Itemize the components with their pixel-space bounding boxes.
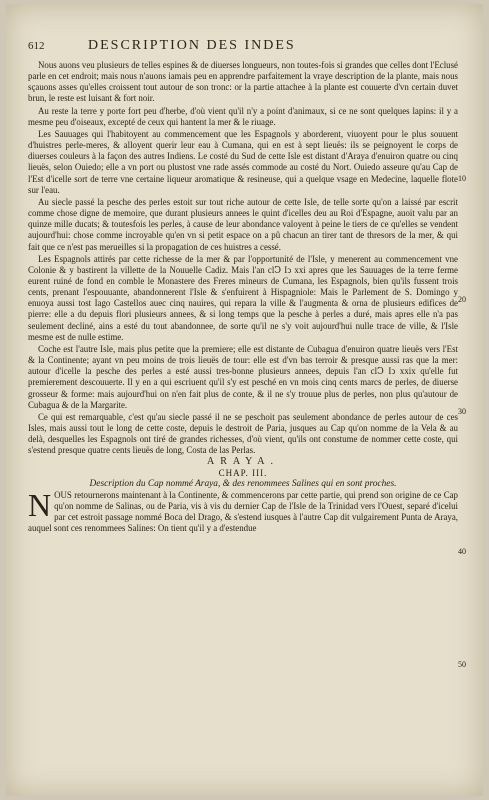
page-number: 612 xyxy=(28,40,45,52)
opening-paragraph xyxy=(28,486,458,535)
paragraph: Nous auons veu plusieurs de telles espines & de diuerses longueurs, non toutes-fois si grandes que celles dont l'Eclusé parle en cet endroit; mais nous n'auons iamais peu en apprendre parfaitement la vraye description de la plante, mais nous sçauons asses qu'elles croissent tout autour de son tronc: or la partie attachee à la plante est couuerte d'vn certain duvet brun, le reste est luisant & fort noir. xyxy=(28,60,458,104)
paragraph: Les Sauuages qui l'habitoyent au commencement que les Espagnols y aborderent, viuoyent pour le plus souuent d'huistres perle-meres, & alloyent querir leur eau à Cumana, qui en est à sept lieuës: ils se peignoyent le corps de diuerses couleurs à la façon des autres Indiens. Le costé du Sud de cette Isle est distant d'Araya d'enuiron quatre ou cinq lieuës, selon Ouiedo; elle a vn port ou plustost vne rade assés commode au costé du Nort. Ouiedo asseure qu'au Cap de l'Est d'icelle sort de terre vne certaine liqueur aromatique & resineuse, qui a quelque vsage en Medecine, laquelle flote sur l'eau. xyxy=(28,128,458,195)
paragraph: Les Espagnols attirés par cette richesse de la mer & par l'opportunité de l'Isle, y menerent au commencement vne Colonie & y bastirent la villette de la Nouuelle Cadiz. Mais l'an clↃ Iↄ xxi apres que les Sauuages de la terre ferme eurent ruiné de fond en comble le Monastere des Freres mineurs de Cumana, les Espagnols, bien qu'ils fussent trois cents, prenant l'espouuante, abandonnerent l'Isle & s'enfuirent à Hispagniole: Mais le Parlement de S. Domingo y enuoya aussi tost Iago Castellos auec cinq nauires, qui repara la ville & l'augmenta & orna de plusieurs edifices de pierre: elle a du depuis flori plusieurs annees, & si long temps que la pesche à perles a duré, mais apres elle n'a pas seulement decliné, ains a esté du tout abandonnee, de sorte qu'il ne s'y voit aujourd'hui nulle trace de ville, & l'Isle mesme est de nulle estime. xyxy=(28,253,458,342)
margin-line-number: 50 xyxy=(458,660,466,669)
page-header xyxy=(28,40,468,56)
margin-line-number: 40 xyxy=(458,547,466,556)
chapter-subtitle: Description du Cap nommé Araya, & des renommees Salines qui en sont proches. xyxy=(89,478,397,489)
paragraph: Coche est l'autre Isle, mais plus petite que la premiere; elle est distante de Cubagua d'enuiron quatre lieuës vers l'Est & la Continente; ayant vn peu moins de trois lieuës de tour: elle est d'vn bas terroir & presque aussi ras que la mer: autour d'icelle la pesche des perles a esté aussi tres-bonne plusieurs annees, depuis l'an clↃ Iↄ xxix qu'elle fut premierement descouuerte. Il y en a qui escriuent qu'il s'y est pesché en vn mois cinq cents marcs de perles, de diuerse grosseur & forme: mais aujourd'hui on n'en fait plus de conte, & il ne s'y trouue plus de perles, non plus qu'autour de Cubagua & de la Margarite. xyxy=(28,343,458,410)
drop-cap: N xyxy=(28,486,52,523)
paragraph: Au reste la terre y porte fort peu d'herbe, d'où vient qu'il n'y a point d'animaux, si ce ne sont quelques lapins: il y a mesme peu d'oiseaux, excepté de ceux qui hantent la mer & le riuage. xyxy=(28,105,458,127)
section-title: ARAYA. xyxy=(206,456,280,468)
margin-line-number: 10 xyxy=(458,174,466,183)
opening-paragraph-text: OUS retournerons maintenant à la Continente, & commencerons par cette partie, qui prend son origine de ce Cap qu'on nomme de Salinas, ou de Paria, vis à vis du dernier Cap de l'Isle de la Trinidad vers l'Ouest, separé d'icelui par cet estroit passage nommé Boca del Drago, & s'estend iusques à l'autre Cap dit vulgairement Punta de Araya, auquel sont ces renommees Salines: On tient qu'il y a d'estendue xyxy=(28,489,458,534)
chapter-title: CHAP. III. xyxy=(218,467,268,478)
running-title: DESCRIPTION DES INDES xyxy=(88,38,296,53)
paragraph: Au siecle passé la pesche des perles estoit sur tout riche autour de cette Isle, de telle sorte qu'on a laissé par escrit comme chose digne de memoire, que durant plusieurs annees le quint d'icelles deu au Roi d'Espagne, auoit valu par an quinze mille ducats; & toutesfois les perles, à cause de leur abondance valoyent à peine le tiers de ce qu'elles se vendent aujourd'hui: chose comme incroyable qu'en vn si petit espace on a pû chacun an tirer tant de thresors de la mer, & qui fait que ce n'est pas merueilles si la propagation de ces huistres a cessé. xyxy=(28,196,458,252)
margin-line-number: 30 xyxy=(458,407,466,416)
paragraph: Ce qui est remarquable, c'est qu'au siecle passé il ne se peschoit pas seulement abondance de perles autour de ces Isles, mais aussi tout le long de cette coste, depuis le destroit de Paria, jusques au Cap qu'on nomme de la Vela & au delà, desquelles les Espagnols ont tiré de grandes richesses, d'où vient, qu'ils ont constume de nommer cette coste, qui s'estend presque quatre cents lieuës de long, Costa de las Perlas. xyxy=(28,411,458,456)
text-body xyxy=(28,60,458,535)
book-page xyxy=(6,4,483,796)
margin-line-number: 20 xyxy=(458,295,466,304)
